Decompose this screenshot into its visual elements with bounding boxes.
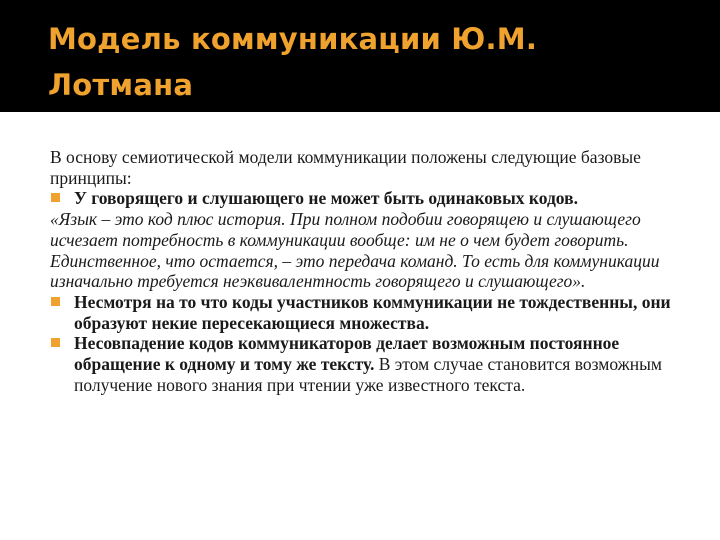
square-bullet-icon [51,193,60,202]
slide-header [0,0,720,112]
bullet-item-code-mismatch [50,333,680,395]
square-bullet-icon [51,297,60,306]
bullet-text-codes: У говорящего и слушающего не может быть одинаковых кодов. [74,188,578,209]
bullet-item-codes [50,188,680,209]
slide-title: Модель коммуникации Ю.М. Лотмана [48,22,538,102]
bullet-item-intersecting-sets [50,292,680,333]
square-bullet-icon [51,338,60,347]
bullet-text-intersecting-sets: Несмотря на то что коды участников коммуникации не тождественны, они образуют некие пересекающиеся множества. [74,291,671,333]
bullet-text-code-mismatch-normal: В этом случае становится возможным получение нового знания при чтении уже известного текста. [74,354,662,395]
slide-body [50,147,680,395]
bullet-text-code-mismatch-bold: Несовпадение кодов коммуникаторов делает возможным постоянное обращение к одному и тому же тексту. [74,333,620,375]
quote-paragraph: «Язык – это код плюс история. При полном подобии говорящею и слушающего исчезает потребность в коммуникации вообще: им не о чем будет говорить. Единственное, что остается, – это передача команд. То есть для коммуникации изначально требуется неэквивалентность говорящего и слушающего». [50,209,660,292]
intro-paragraph: В основу семиотической модели коммуникации положены следующие базовые принципы: [50,147,641,188]
